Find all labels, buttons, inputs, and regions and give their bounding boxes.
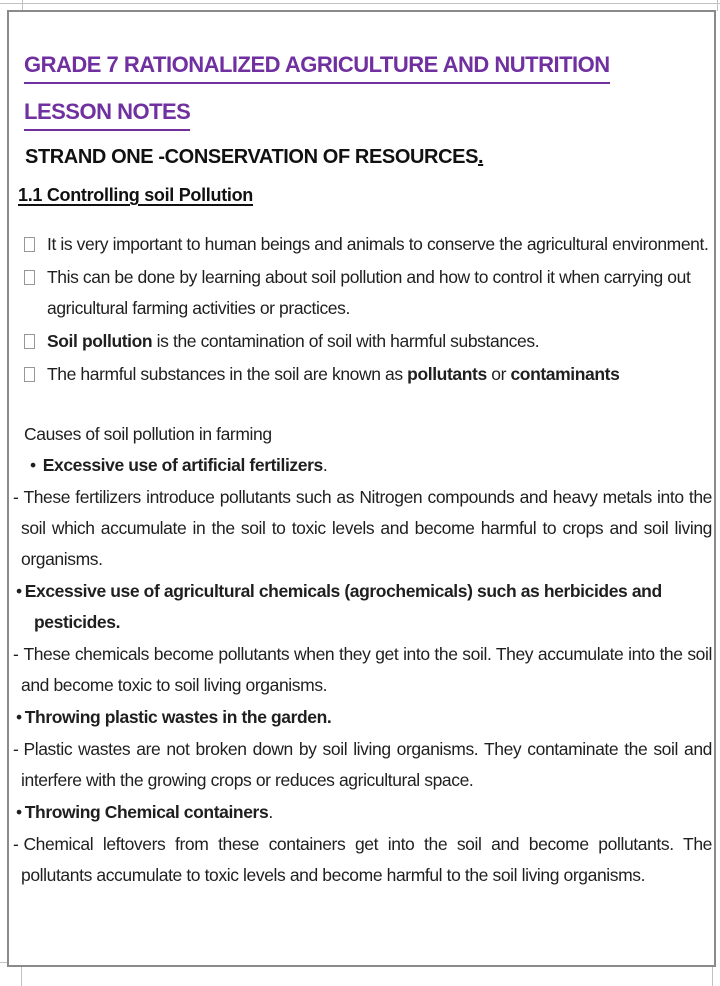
causes-list bbox=[9, 450, 712, 891]
text: Plastic wastes are not broken down by soil living organisms. They contaminate the soil and interfere with the growing crops or reduces agricultural space. bbox=[21, 739, 712, 790]
bold-text: contaminants bbox=[510, 364, 620, 384]
cause-item bbox=[16, 576, 712, 638]
cause-detail bbox=[13, 482, 712, 575]
cause-detail bbox=[13, 829, 712, 891]
note-point-text bbox=[47, 326, 539, 357]
border-artifact-top-right bbox=[717, 0, 718, 11]
note-point bbox=[24, 262, 712, 324]
bold-text: Throwing plastic wastes in the garden. bbox=[24, 707, 332, 727]
text: The harmful substances in the soil are known as bbox=[47, 364, 408, 384]
text: This can be done by learning about soil pollution and how to control it when carrying out agricultural farming activities or practices. bbox=[47, 267, 691, 318]
text: . bbox=[268, 802, 273, 822]
note-point-text bbox=[47, 359, 619, 390]
cause-detail bbox=[13, 639, 712, 701]
missing-glyph-bullet bbox=[24, 334, 35, 349]
title-line-1: GRADE 7 RATIONALIZED AGRICULTURE AND NUTRITION bbox=[24, 50, 610, 84]
intro-points-list bbox=[9, 229, 712, 390]
missing-glyph-bullet bbox=[24, 237, 35, 252]
cause-detail bbox=[13, 734, 712, 796]
bullet-marker: • bbox=[30, 455, 36, 475]
note-point-text bbox=[47, 262, 712, 324]
text: . bbox=[322, 455, 328, 475]
text: It is very important to human beings and animals to conserve the agricultural environment. bbox=[47, 234, 709, 254]
page-border bbox=[7, 10, 716, 967]
missing-glyph-bullet bbox=[24, 270, 35, 285]
dash-marker: - bbox=[13, 739, 19, 759]
dash-marker: - bbox=[13, 644, 19, 664]
text: or bbox=[486, 364, 511, 384]
strand-heading bbox=[25, 144, 712, 170]
text: Chemical leftovers from these containers get into the soil and become pollutants. The pollutants accumulate to toxic levels and become harmful to the soil living organisms. bbox=[21, 834, 712, 885]
strand-heading-text: STRAND ONE -CONSERVATION OF RESOURCES bbox=[25, 146, 479, 168]
bold-text: Soil pollution bbox=[47, 331, 153, 351]
bullet-marker: • bbox=[16, 802, 22, 822]
cause-item bbox=[16, 797, 712, 828]
document-content bbox=[9, 12, 714, 965]
cause-item bbox=[16, 702, 712, 733]
bold-text: Excessive use of agricultural chemicals (agrochemicals) such as herbicides and pesticides. bbox=[24, 581, 662, 632]
causes-heading: Causes of soil pollution in farming bbox=[24, 424, 272, 444]
bullet-marker: • bbox=[16, 581, 22, 601]
bold-text: pollutants bbox=[407, 364, 487, 384]
cause-item bbox=[30, 450, 712, 481]
bold-text: Throwing Chemical containers bbox=[24, 802, 269, 822]
note-point bbox=[24, 326, 712, 357]
note-point bbox=[24, 229, 712, 260]
text: These fertilizers introduce pollutants such as Nitrogen compounds and heavy metals into the soil which accumulate in the soil to toxic levels and become harmful to crops and soil living organisms. bbox=[21, 487, 712, 569]
text: These chemicals become pollutants when they get into the soil. They accumulate into the soil and become toxic to soil living organisms. bbox=[21, 644, 712, 695]
topic-heading: 1.1 Controlling soil Pollution bbox=[18, 185, 253, 205]
bold-text: Excessive use of artificial fertilizers bbox=[42, 455, 323, 475]
text: is the contamination of soil with harmful substances. bbox=[152, 331, 540, 351]
dash-marker: - bbox=[13, 834, 19, 854]
note-point bbox=[24, 359, 712, 390]
note-point-text bbox=[47, 229, 708, 260]
strand-heading-period: . bbox=[478, 146, 484, 168]
page-gap-line bbox=[0, 3, 720, 4]
bullet-marker: • bbox=[16, 707, 22, 727]
missing-glyph-bullet bbox=[24, 367, 35, 382]
dash-marker: - bbox=[13, 487, 19, 507]
title-line-2: LESSON NOTES bbox=[24, 97, 190, 131]
document-title bbox=[24, 50, 712, 131]
